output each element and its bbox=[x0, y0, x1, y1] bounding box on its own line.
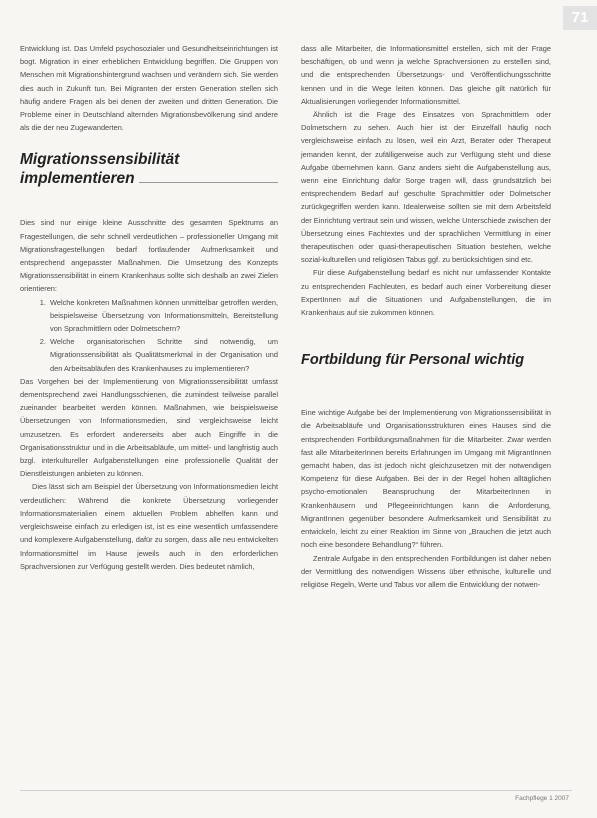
left-column bbox=[20, 42, 278, 573]
heading-line-2: implementieren bbox=[20, 170, 135, 188]
intro-paragraph: Entwicklung ist. Das Umfeld psychosozialer und Gesundheitseinrichtungen ist bogt. Migration in einer erheblichen Entwicklung begriffen. Die Gruppen von Menschen mit Migrationshintergrund wachsen und verändern sich. Sie werden dies auch in Zukunft tun. Bei Migranten der ersten Generation stellen sich häufig andere Fragen als bei denen der zweiten und dritten Generation. Die Probleme einer in Deutschland alternden Migrationsbevölkerung sind andere als die der neu Zugewanderten. bbox=[20, 44, 278, 133]
page-number: 71 bbox=[563, 6, 597, 30]
footer-journal: Fachpflege 1 2007 bbox=[515, 795, 569, 802]
heading-rule bbox=[139, 182, 278, 183]
heading-line-1: Migrationssensibilität bbox=[20, 151, 180, 169]
body-paragraph: Dies sind nur einige kleine Ausschnitte des gesamten Spektrums an Fragestellungen, die sehr schnell verdeutlichen – professioneller Umgang mit Migrationsfragestellungen bedarf fortlaufender Aufmerksamkeit und entsprechend angepasster Maßnahmen. Die Umsetzung des Konzepts Migrationssensibilität in einem Krankenhaus sollte sich deshalb an zwei Zielen orientieren: bbox=[20, 218, 278, 294]
section-heading-fortbildung bbox=[301, 351, 551, 370]
body-paragraph: Zentrale Aufgabe in den entsprechenden Fortbildungen ist daher neben der Vermittlung des notwendigen Wissens über ethnische, kulturelle und religiöse Regeln, Werte und Tabus vor allem die Entwicklung der notwen- bbox=[301, 553, 551, 589]
body-paragraph: dass alle Mitarbeiter, die Informationsmittel erstellen, sich mit der Frage beschäftigen, ob und wenn ja welche Sprachversionen zu erstellen sind, und die entsprechenden Übersetzungs- und Veröffentlichungsschritte kennen und in die Wege leiten können. Das gleiche gilt natürlich für Aktualisierungen vorliegender Informationsmittel. bbox=[301, 44, 551, 106]
body-paragraph: Eine wichtige Aufgabe bei der Implementierung von Migrationssensibilität in die Arbeitsabläufe und Organisationsstrukturen eines Hauses sind die entsprechenden Fortbildungsmaßnahmen für die Mitarbeiter. Zwar werden fast alle MitarbeiterInnen bereits Erfahrungen im Umgang mit MigrantInnen gemacht haben, das ist jedoch nicht gleichzusetzen mit der notwendigen Kompetenz für diese Aufgaben. Bei der in der Regel hohen alltäglichen psycho-emotionalen Beanspruchung der MitarbeiterInnen in Krankenhäusern und Pflegeeinrichtungen kann die Anforderung, MigrantInnen gegenüber besondere Aufmerksamkeit und Sensibilität zu entwickeln, leicht zu einer Reaktion im Sinne von „Brauchen die jetzt auch noch eine besondere Behandlung?“ führen. bbox=[301, 408, 551, 550]
footer-rule bbox=[20, 790, 572, 791]
list-item: 2. Welche organisatorischen Schritte sind notwendig, um Migrationssensibilität als Qualitätsmerkmal in der Organisation und den Arbeitsabläufen des Krankenhauses zu implementieren? bbox=[48, 335, 278, 375]
list-item: 1. Welche konkreten Maßnahmen können unmittelbar getroffen werden, beispielsweise Übersetzung von Informationsmitteln, Bereitstellung von Sprachmittlern oder Dolmetschern? bbox=[48, 296, 278, 336]
goals-list bbox=[20, 296, 278, 375]
body-paragraph: Dies lässt sich am Beispiel der Übersetzung von Informationsmedien leicht verdeutlichen: Während die konkrete Übersetzung vorliegender Informationsmaterialien einem aktuellen Problem abhelfen kann und vergleichsweise einfach zu erledigen ist, ist es eine wesentlich umfassendere und komplexere Aufgabenstellung, dafür zu sorgen, dass alle neu entwickelten Informationsmittel im Hause jeweils auch in den erforderlichen Sprachversionen zur Verfügung gestellt werden. Dies bedeutet nämlich, bbox=[20, 482, 278, 571]
section-heading-migrationssensibilitaet bbox=[20, 150, 278, 188]
heading-text: Fortbildung für Personal wichtig bbox=[301, 352, 525, 369]
body-paragraph: Das Vorgehen bei der Implementierung von Migrationssensibilität umfasst dementsprechend zwei Handlungsschienen, die zumindest teilweise parallel zueinander bearbeitet werden können. Maßnahmen, wie beispielsweise Übersetzungen von Informationsmedien, sind vergleichsweise leicht umzusetzen. Es erfordert andererseits aber auch Eingriffe in die Organisationsstruktur und in die Arbeitsabläufe, um mittel- und langfristig auch bzgl. interkultureller Aufgabenstellungen eine professionelle Qualität der Dienstleistungen anbieten zu können. bbox=[20, 376, 278, 479]
body-paragraph: Für diese Aufgabenstellung bedarf es nicht nur umfassender Kontakte zu entsprechenden Fachleuten, es bedarf auch einer Vorbereitung dieser ExpertInnen auf die Situationen und Aufgabenstellungen, die im Krankenhaus auf sie zukommen können. bbox=[301, 268, 551, 318]
body-paragraph: Ähnlich ist die Frage des Einsatzes von Sprachmittlern oder Dolmetschern zu sehen. Auch hier ist der Einzelfall häufig noch vergleichsweise einfach zu lösen, weil ein Arzt, Berater oder Therapeut jemanden kennt, der zufälligerweise auch zur Verfügung steht und diese Aufgabe übernehmen kann. Ganz anders sieht die Aufgabenstellung aus, wenn eine Einrichtung dafür Sorge tragen will, dass grundsätzlich bei entsprechendem Bedarf auf geschulte Sprachmittler oder Dolmetscher zurückgegriffen werden kann. Idealerweise sollten sie mit dem Arbeitsfeld der Einrichtung vertraut sein und wissen, welche Unterschiede zwischen der Übersetzung eines Fachtextes und der sprachlichen Vermittlung in einer therapeutischen oder quasi-therapeutischen Situation bestehen, welche sozial-kulturellen und religiösen Tabus ggf. zu berücksichtigen sind etc. bbox=[301, 110, 551, 265]
right-column bbox=[301, 42, 551, 591]
